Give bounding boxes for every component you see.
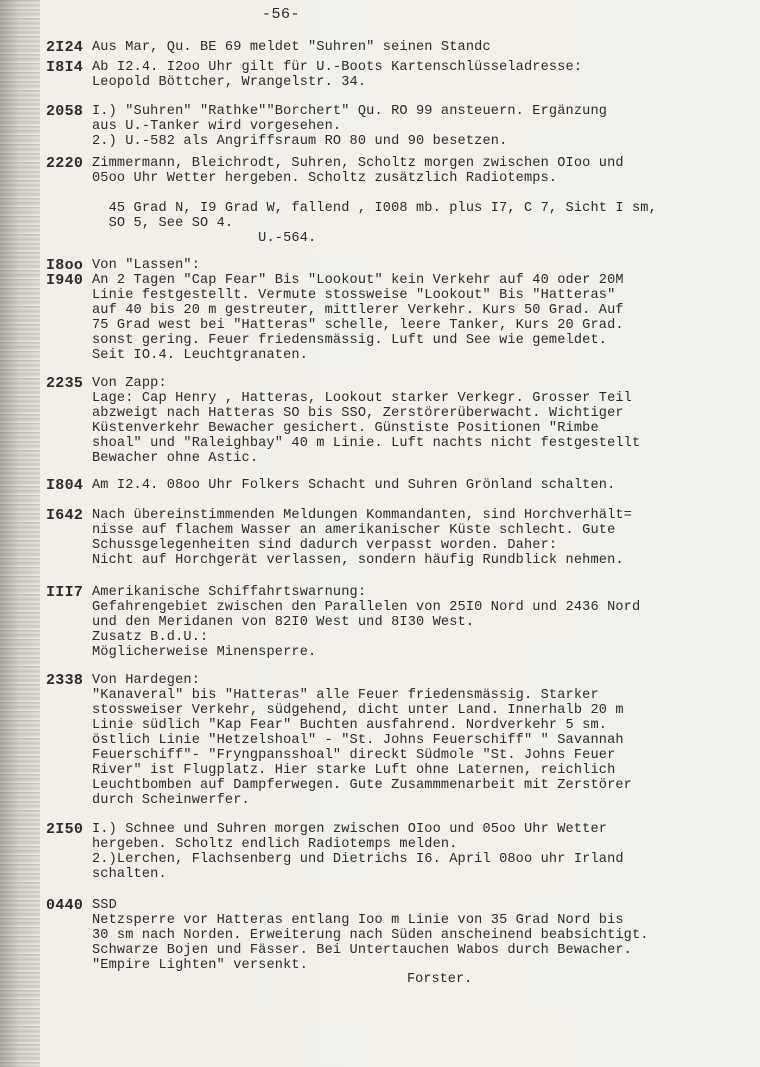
entry-text-line: Am I2.4. 08oo Uhr Folkers Schacht und Suhren Grönland schalten. bbox=[92, 478, 616, 493]
entry-time: I642 bbox=[46, 507, 84, 524]
entry-text-line: 2.)Lerchen, Flachsenberg und Dietrichs I6. April 08oo uhr Irland bbox=[92, 852, 624, 867]
entry-text-line: stossweiser Verkehr, südgehend, dicht unter Land. Innerhalb 20 m bbox=[92, 703, 624, 718]
entry-text-line: Aus Mar, Qu. BE 69 meldet "Suhren" seinen Standc bbox=[92, 40, 491, 55]
entry-time: 0440 bbox=[46, 897, 84, 914]
entry-time: III7 bbox=[46, 584, 84, 601]
entry-time: 2235 bbox=[46, 375, 84, 392]
entry-text-line: Ab I2.4. I2oo Uhr gilt für U.-Boots Kartenschlüsseladresse: bbox=[92, 60, 583, 75]
entry-text-line: "Kanaveral" bis "Hatteras" alle Feuer friedensmässig. Starker bbox=[92, 688, 599, 703]
entry-time: 2I50 bbox=[46, 821, 84, 838]
entry-text-line: An 2 Tagen "Cap Fear" Bis "Lookout" kein Verkehr auf 40 oder 20M bbox=[92, 273, 624, 288]
entry-text-line: Küstenverkehr Bewacher gesichert. Günstiste Positionen "Rimbe bbox=[92, 421, 599, 436]
entry-text-line: Zimmermann, Bleichrodt, Suhren, Scholtz morgen zwischen OIoo und bbox=[92, 156, 624, 171]
entry-text-line: 75 Grad west bei "Hatteras" schelle, leere Tanker, Kurs 20 Grad. bbox=[92, 318, 624, 333]
entry-text-line: I.) Schnee und Suhren morgen zwischen OIoo und 05oo Uhr Wetter bbox=[92, 822, 608, 837]
entry-text-line: Feuerschiff"- "Fryngpansshoal" direckt Südmole "St. Johns Feuer bbox=[92, 748, 616, 763]
entry-text-line: nisse auf flachem Wasser an amerikanischer Küste schlecht. Gute bbox=[92, 523, 616, 538]
entry-text-line: auf 40 bis 20 m gestreuter, mittlerer Verkehr. Kurs 50 Grad. Auf bbox=[92, 303, 624, 318]
entry-text-line: Lage: Cap Henry , Hatteras, Lookout starker Verkegr. Grosser Teil bbox=[92, 391, 632, 406]
entry-text-line: Möglicherweise Minensperre. bbox=[92, 645, 317, 660]
entry-text-line: shoal" und "Raleighbay" 40 m Linie. Luft nachts nicht festgestellt bbox=[92, 436, 641, 451]
entry-time: 2220 bbox=[46, 155, 84, 172]
entry-time: I8oo bbox=[46, 257, 84, 274]
entry-text-line: aus U.-Tanker wird vorgesehen. bbox=[92, 119, 342, 134]
entry-text-line: Netzsperre vor Hatteras entlang Ioo m Linie von 35 Grad Nord bis bbox=[92, 913, 624, 928]
entry-text-line: östlich Linie "Hetzelshoal" - "St. Johns Feuerschiff" " Savannah bbox=[92, 733, 624, 748]
entry-text-line: Linie festgestellt. Vermute stossweise "Lookout" Bis "Hatteras" bbox=[92, 288, 616, 303]
entry-text-line: und den Meridanen von 82I0 West und 8I30 West. bbox=[92, 615, 475, 630]
entry-text-line: durch Scheinwerfer. bbox=[92, 793, 250, 808]
entry-text-line: River" ist Flugplatz. Hier starke Luft ohne Laternen, reichlich bbox=[92, 763, 616, 778]
entry-text-line: abzweigt nach Hatteras SO bis SSO, Zerstörerüberwacht. Wichtiger bbox=[92, 406, 624, 421]
entry-text-line: Schussgelegenheiten sind dadurch verpasst worden. Daher: bbox=[92, 538, 558, 553]
entry-text-line: 30 sm nach Norden. Erweiterung nach Süden anscheinend beabsichtigt. bbox=[92, 928, 649, 943]
page-number: -56- bbox=[262, 6, 301, 23]
entry-text-line: Zusatz B.d.U.: bbox=[92, 630, 209, 645]
entry-text-line: Gefahrengebiet zwischen den Parallelen von 25I0 Nord und 2436 Nord bbox=[92, 600, 641, 615]
entry-text-line: SSD bbox=[92, 898, 117, 913]
entry-text-line: Von "Lassen": bbox=[92, 258, 200, 273]
entry-text-line: Linie südlich "Kap Fear" Buchten ausfahrend. Nordverkehr 5 sm. bbox=[92, 718, 608, 733]
entry-text-line: SO 5, See SO 4. bbox=[92, 216, 234, 231]
entry-text-line: Leopold Böttcher, Wrangelstr. 34. bbox=[92, 75, 367, 90]
entry-time: 2058 bbox=[46, 103, 84, 120]
entry-text-line: Amerikanische Schiffahrtswarnung: bbox=[92, 585, 367, 600]
entry-text-line: Nach übereinstimmenden Meldungen Kommandanten, sind Horchverhält= bbox=[92, 508, 632, 523]
entry-time: I940 bbox=[46, 272, 84, 289]
entry-time: 2I24 bbox=[46, 39, 84, 56]
entry-time: I804 bbox=[46, 477, 84, 494]
entry-text-line: Von Hardegen: bbox=[92, 673, 200, 688]
entry-text-line: 05oo Uhr Wetter hergeben. Scholtz zusätzlich Radiotemps. bbox=[92, 171, 558, 186]
entry-text-line: U.-564. bbox=[92, 231, 317, 246]
entry-text-line: Leuchtbomben auf Dampferwegen. Gute Zusammmenarbeit mit Zerstörer bbox=[92, 778, 632, 793]
signature: Forster. bbox=[407, 972, 473, 987]
entry-text-line: hergeben. Scholtz endlich Radiotemps melden. bbox=[92, 837, 458, 852]
entry-text-line: "Empire Lighten" versenkt. bbox=[92, 958, 308, 973]
entry-text-line: Von Zapp: bbox=[92, 376, 167, 391]
entry-text-line: 45 Grad N, I9 Grad W, fallend , I008 mb. plus I7, C 7, Sicht I sm, bbox=[92, 201, 657, 216]
entry-text-line: 2.) U.-582 als Angriffsraum RO 80 und 90 besetzen. bbox=[92, 134, 508, 149]
entry-text-line: sonst gering. Feuer friedensmässig. Luft und See wie gemeldet. bbox=[92, 333, 608, 348]
entry-text-line: Nicht auf Horchgerät verlassen, sondern häufig Rundblick nehmen. bbox=[92, 553, 624, 568]
entry-text-line: Bewacher ohne Astic. bbox=[92, 451, 259, 466]
entry-text-line: I.) "Suhren" "Rathke""Borchert" Qu. RO 99 ansteuern. Ergänzung bbox=[92, 104, 608, 119]
entry-time: I8I4 bbox=[46, 59, 84, 76]
entry-text-line: Schwarze Bojen und Fässer. Bei Untertauchen Wabos durch Bewacher. bbox=[92, 943, 632, 958]
entry-text-line: schalten. bbox=[92, 867, 167, 882]
entry-text-line: Seit IO.4. Leuchtgranaten. bbox=[92, 348, 308, 363]
binding-edge bbox=[0, 0, 40, 1067]
entry-time: 2338 bbox=[46, 672, 84, 689]
